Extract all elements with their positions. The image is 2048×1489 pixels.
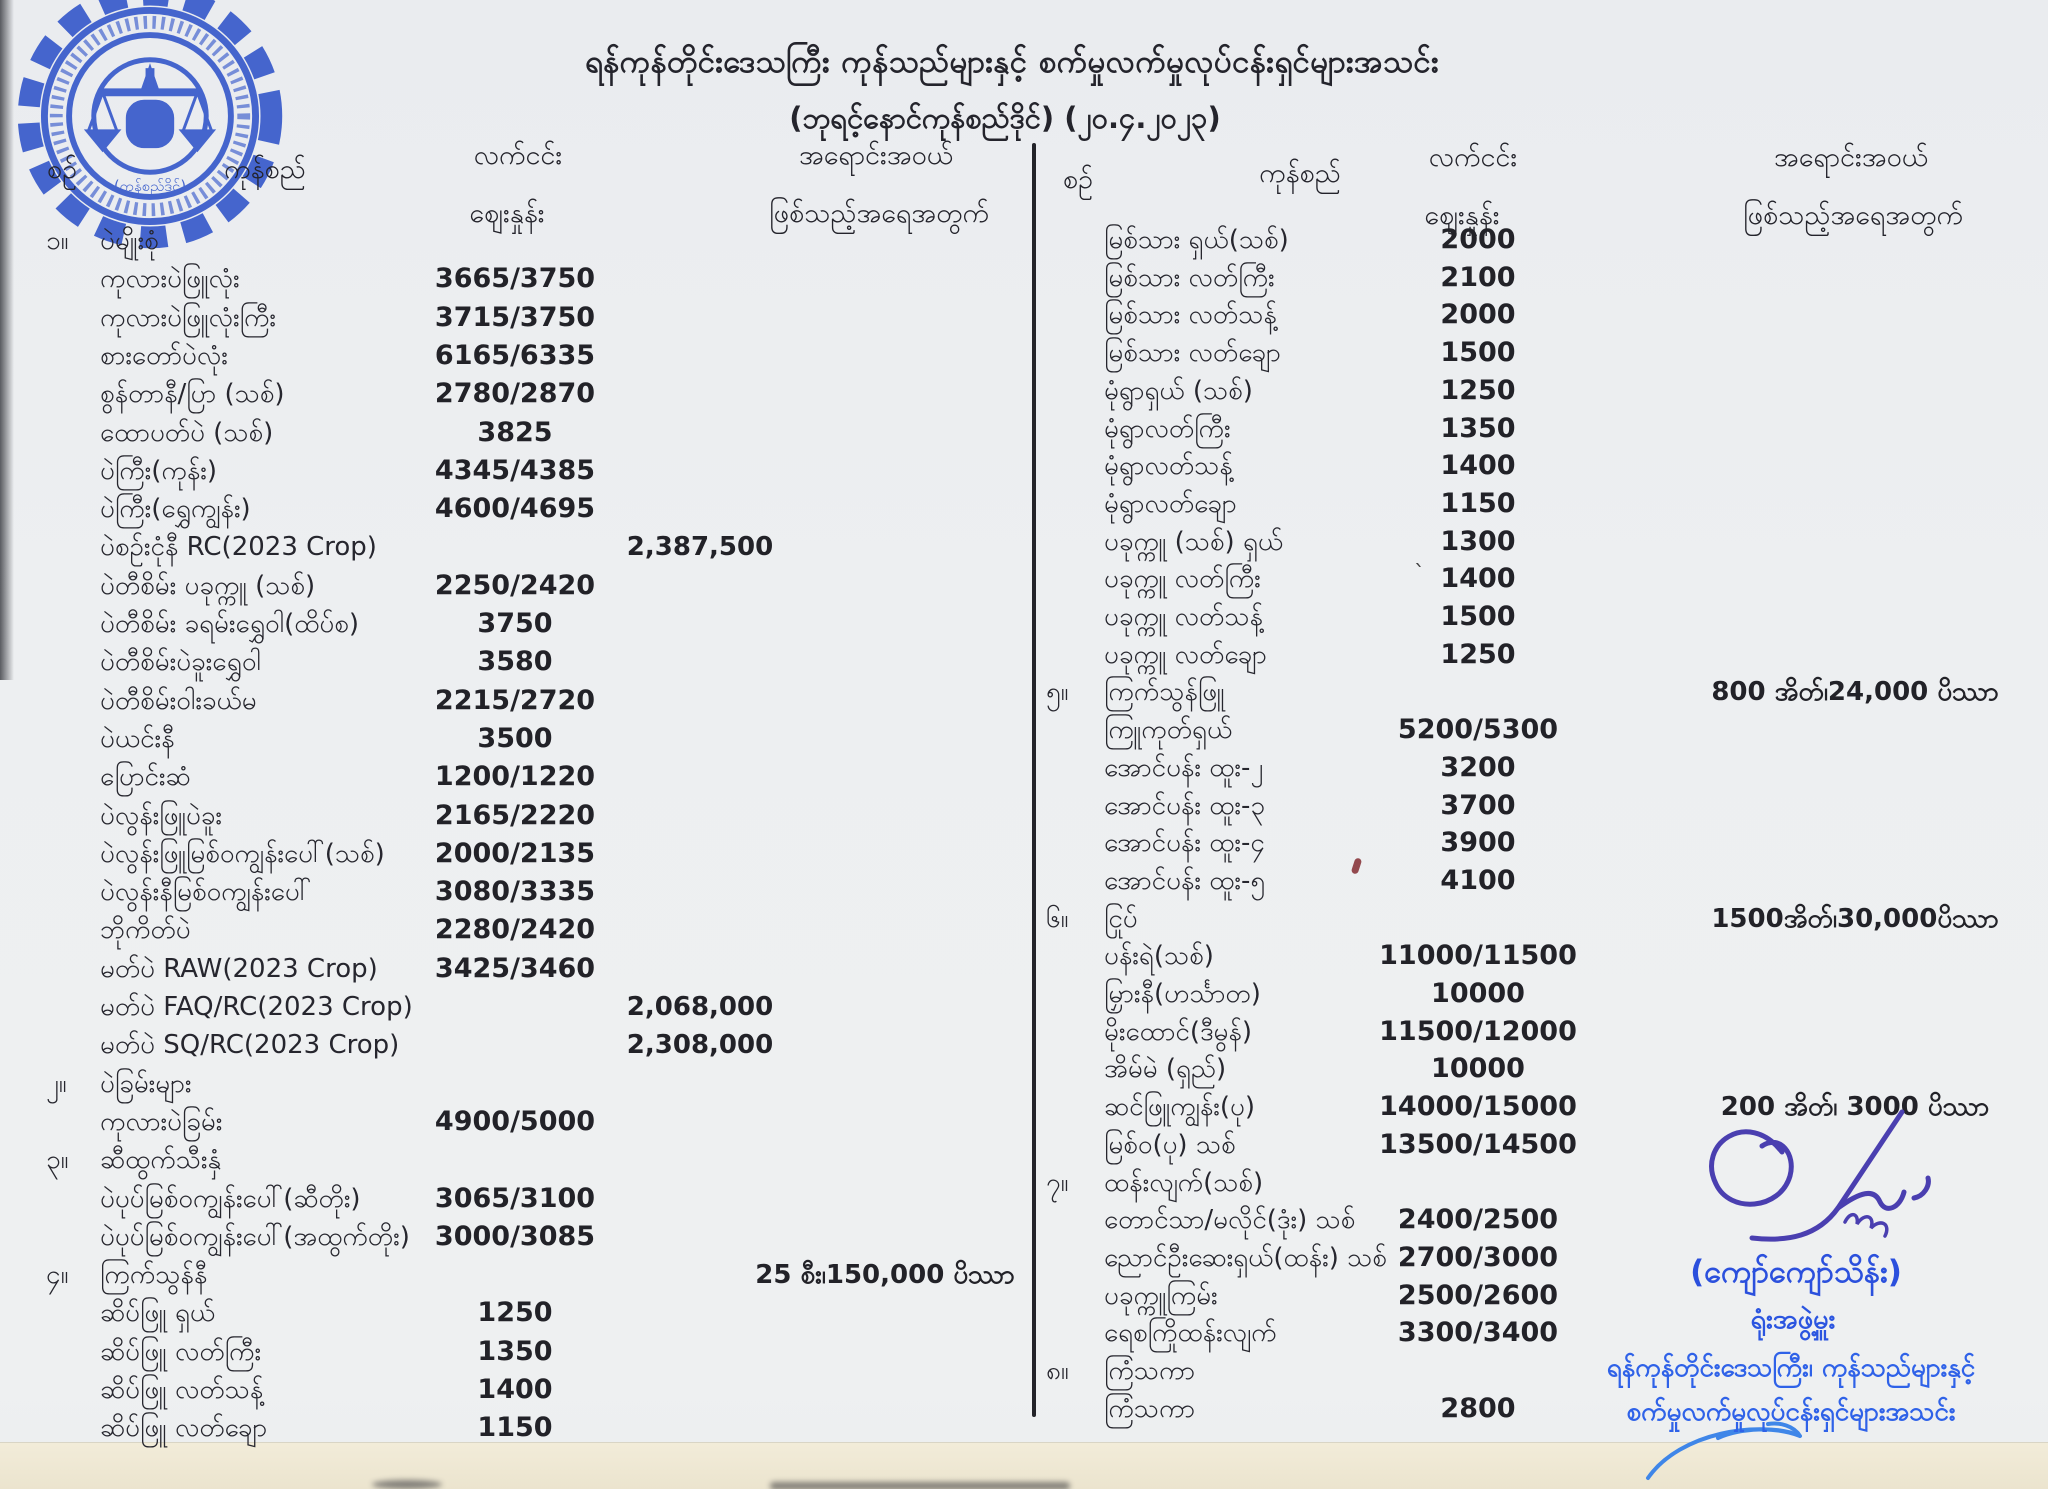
price-value: 3580 [477, 646, 553, 678]
price-value: 2280/2420 [434, 914, 596, 946]
commodity-name: ပဲလွန်းဖြူပဲခူး [100, 800, 223, 831]
left-header-no: စဉ် [46, 154, 78, 185]
price-value: 10000 [1431, 1053, 1525, 1085]
left-header-commodity: ကုန်စည် [224, 154, 306, 185]
commodity-name: ကြံသကာ [1104, 1356, 1196, 1386]
scan-smudge [770, 1482, 1070, 1489]
price-value: 3900 [1440, 827, 1516, 859]
volume-value: 2,308,000 [626, 1030, 774, 1061]
right-header-volume-1: အရောင်းအဝယ် [1773, 142, 1929, 173]
commodity-name: ကြူကုတ်ရှယ် [1104, 715, 1233, 746]
row-section-no: ၈။ [1046, 1356, 1069, 1386]
commodity-name: ပဲမျိုးစုံ [100, 226, 159, 256]
commodity-name: မုံရွာလတ်ချော [1104, 488, 1237, 519]
commodity-name: ပခုက္ကူ လတ်သန့် [1104, 602, 1263, 632]
ink-speck: ` [1414, 562, 1425, 587]
commodity-name: အိမ်မဲ (ရှည်) [1104, 1054, 1227, 1085]
price-value: 4100 [1440, 864, 1516, 896]
commodity-name: ပဲလွန်းနီမြစ်ဝကျွန်းပေါ် [100, 877, 312, 908]
commodity-name: မြစ်သား ရှယ်(သစ်) [1104, 225, 1289, 255]
commodity-name: ကြက်သွန်နီ [100, 1260, 208, 1291]
price-value: 3700 [1440, 789, 1516, 821]
price-value: 2000 [1440, 299, 1516, 331]
commodity-name: မုံရွာလတ်ကြီး [1104, 413, 1231, 444]
left-header-volume-2: ဖြစ်သည့်အရေအတွက် [769, 198, 989, 229]
commodity-name: ပဲတီစိမ်း ပခုက္ကူ (သစ်) [100, 570, 316, 601]
signatory-org-line1: ရန်ကုန်တိုင်းဒေသကြီး၊ ကုန်သည်များနှင့် [1606, 1353, 1976, 1383]
price-value: 13500/14500 [1379, 1128, 1577, 1160]
commodity-name: ဆိပ်ဖြူ လတ်သန့် [100, 1375, 264, 1405]
price-value: 3080/3335 [434, 876, 596, 908]
commodity-name: ပဲတီစိမ်းဝါးခယ်မ [100, 685, 257, 716]
commodity-name: မြစ်သား လတ်သန့် [1104, 300, 1277, 331]
price-value: 11000/11500 [1379, 940, 1577, 972]
price-value: 4345/4385 [434, 454, 596, 486]
commodity-name: ပဲကြီး(ကုန်း) [100, 455, 218, 486]
signatory-org-line2: စက်မှုလက်မှုလုပ်ငန်းရှင်များအသင်း [1626, 1397, 1956, 1427]
commodity-name: မြစ်သား လတ်ကြီး [1104, 262, 1275, 293]
commodity-name: ဆိပ်ဖြူ ရှယ် [100, 1298, 216, 1329]
commodity-name: ပဲတီစိမ်းပဲခူးရွှေဝါ [100, 647, 261, 678]
commodity-name: အောင်ပန်း ထူး-၄ [1104, 828, 1265, 859]
price-value: 6165/6335 [434, 339, 596, 371]
price-value: 1250 [1440, 638, 1516, 670]
price-value: 2700/3000 [1397, 1241, 1559, 1273]
commodity-name: အောင်ပန်း ထူး-၂ [1104, 752, 1264, 783]
right-header-volume-2: ဖြစ်သည့်အရေအတွက် [1743, 200, 1963, 231]
right-header-commodity: ကုန်စည် [1259, 158, 1341, 189]
commodity-name: မြစ်သား လတ်ချော [1104, 338, 1281, 369]
price-value: 3425/3460 [434, 952, 596, 984]
price-value: 1150 [477, 1412, 553, 1444]
row-section-no: ၄။ [46, 1260, 69, 1291]
price-value: 3665/3750 [434, 263, 596, 295]
commodity-name: ထောပတ်ပဲ (သစ်) [100, 417, 274, 448]
commodity-name: ကုလားပဲခြမ်း [100, 1106, 223, 1137]
row-section-no: ၂။ [46, 1068, 67, 1099]
price-value: 2165/2220 [434, 799, 596, 831]
price-value: 3000/3085 [434, 1220, 596, 1252]
commodity-name: ပခုက္ကူကြမ်း [1104, 1280, 1218, 1311]
commodity-name: ပဲလွန်းဖြူမြစ်ဝကျွန်းပေါ်(သစ်) [100, 838, 385, 869]
volume-value: 25 စီး၊150,000 ပိဿာ [755, 1260, 1015, 1291]
scan-smudge [372, 1480, 442, 1489]
left-header-price-1: လက်ငင်း [473, 140, 563, 171]
volume-value: 2,387,500 [626, 532, 774, 563]
commodity-name: ဆိပ်ဖြူ လတ်ကြီး [100, 1336, 262, 1367]
commodity-name: ပခုက္ကူ လတ်ကြီး [1104, 564, 1261, 595]
commodity-name: ပဲပုပ်မြစ်ဝကျွန်းပေါ်(ဆီတိုး) [100, 1183, 361, 1214]
commodity-name: ဘိုကိတ်ပဲ [100, 915, 191, 946]
price-value: 1250 [1440, 374, 1516, 406]
commodity-name: ပဲပုပ်မြစ်ဝကျွန်းပေါ်(အထွက်တိုး) [100, 1221, 410, 1252]
row-section-no: ၁။ [46, 226, 69, 256]
commodity-name: မြစ်ဝ(ပု) သစ် [1104, 1129, 1236, 1160]
price-value: 14000/15000 [1379, 1091, 1577, 1123]
commodity-name: ပခုက္ကူ (သစ်) ရှယ် [1104, 526, 1284, 557]
price-value: 1400 [1440, 563, 1516, 595]
seal-inner-text: (ကုန်စည်ဒိုင်) [113, 177, 187, 195]
commodity-name: မိုးထောင်(ဒီမွန်) [1104, 1016, 1252, 1047]
commodity-name: ထန်းလျက်(သစ်) [1104, 1167, 1264, 1198]
commodity-name: မြှားနီ(ဟင်္သာတ) [1104, 979, 1261, 1009]
price-value: 1400 [477, 1374, 553, 1405]
signatory-role: ရုံးအဖွဲ့မှူး [1750, 1304, 1836, 1335]
commodity-name: ပဲစဉ်းငုံနီ RC(2023 Crop) [100, 532, 377, 563]
volume-value: 1500အိတ်၊30,000ပိဿာ [1711, 903, 1999, 934]
price-value: 2400/2500 [1397, 1204, 1559, 1236]
commodity-name: စွန်တာနီ/ပြာ (သစ်) [100, 379, 285, 410]
commodity-name: စားတော်ပဲလုံး [100, 340, 228, 371]
balance-scale-icon [85, 65, 215, 152]
price-value: 5200/5300 [1397, 714, 1559, 746]
commodity-name: ပဲတီစိမ်း ခရမ်းရွှေဝါ(ထိပ်စ) [100, 609, 360, 639]
price-value: 2215/2720 [434, 684, 596, 716]
commodity-name: မုံရွာလတ်သန့် [1104, 451, 1233, 482]
price-value: 2000 [1440, 224, 1516, 255]
price-value: 1300 [1440, 525, 1516, 557]
price-value: 2250/2420 [434, 569, 596, 601]
price-value: 1150 [1440, 487, 1516, 519]
price-value: 3750 [477, 608, 553, 639]
commodity-name: ပဲကြီး(ရွှေကျွန်း) [100, 494, 251, 525]
price-value: 11500/12000 [1379, 1015, 1577, 1047]
price-value: 3825 [477, 416, 553, 448]
table-divider [1032, 143, 1036, 1417]
commodity-name: ဆင်ဖြူကျွန်း(ပု) [1104, 1092, 1255, 1123]
price-value: 3715/3750 [434, 301, 596, 333]
left-header-price-2: ဈေးနှုန်း [469, 198, 545, 229]
page-subtitle: (ဘုရင့်နောင်ကုန်စည်ဒိုင်) (၂၀.၄.၂၀၂၃) [789, 101, 1221, 135]
price-value: 1350 [477, 1335, 553, 1367]
right-header-price-1: လက်ငင်း [1428, 142, 1518, 173]
price-value: 1350 [1440, 412, 1516, 444]
price-value: 4600/4695 [434, 493, 596, 525]
commodity-name: ညောင်ဦးဆေးရှယ်(ထန်း) သစ် [1104, 1242, 1387, 1273]
commodity-name: ဆိပ်ဖြူ လတ်ချော [100, 1413, 268, 1444]
commodity-name: အောင်ပန်း ထူး-၃ [1104, 790, 1265, 821]
price-value: 2100 [1440, 261, 1516, 293]
row-section-no: ၆။ [1046, 903, 1069, 934]
left-header-volume-1: အရောင်းအဝယ် [798, 140, 954, 171]
commodity-name: ကြက်သွန်ဖြူ [1104, 677, 1225, 708]
commodity-name: အောင်ပန်း ထူး-၅ [1104, 865, 1265, 896]
volume-value: 2,068,000 [626, 992, 774, 1022]
commodity-name: မတ်ပဲ RAW(2023 Crop) [100, 953, 378, 984]
commodity-name: ငြုပ် [1104, 903, 1138, 934]
price-value: 3300/3400 [1397, 1317, 1559, 1349]
row-section-no: ၅။ [1046, 677, 1069, 708]
commodity-name: ကြံသကာ [1104, 1393, 1196, 1424]
price-value: 2800 [1440, 1392, 1516, 1424]
row-section-no: ၇။ [1046, 1167, 1069, 1198]
price-value: 3065/3100 [434, 1182, 596, 1214]
price-value: 1200/1220 [434, 761, 596, 793]
price-value: 2780/2870 [434, 378, 596, 410]
page-title: ရန်ကုန်တိုင်းဒေသကြီး ကုန်သည်များနှင့် စက်မှုလက်မှုလုပ်ငန်းရှင်များအသင်း [584, 44, 1440, 80]
price-value: 1500 [1440, 601, 1516, 632]
price-value: 1400 [1440, 450, 1516, 482]
commodity-name: ပခုက္ကူ လတ်ချော [1104, 639, 1267, 670]
commodity-name: ရေစကြိုထန်းလျက် [1104, 1318, 1277, 1349]
commodity-name: တောင်သာ/မလိုင်(ဒုံး) သစ် [1104, 1205, 1356, 1236]
commodity-name: ဆီထွက်သီးနှံ [100, 1145, 221, 1176]
price-value: 4900/5000 [434, 1105, 596, 1137]
price-value: 2000/2135 [434, 837, 596, 869]
row-section-no: ၃။ [46, 1145, 69, 1176]
volume-value: 800 အိတ်၊24,000 ပိဿာ [1711, 677, 1999, 708]
price-value: 1250 [477, 1297, 553, 1329]
volume-value: 200 အိတ်၊ 3000 ပိဿာ [1720, 1092, 1990, 1123]
right-header-no: စဉ် [1062, 164, 1094, 195]
commodity-name: ကုလားပဲဖြူလုံး [100, 264, 240, 295]
commodity-name: မတ်ပဲ SQ/RC(2023 Crop) [100, 1030, 400, 1061]
price-value: 3500 [477, 722, 553, 754]
commodity-name: ပဲခြမ်းများ [100, 1068, 192, 1099]
price-value: 1500 [1440, 337, 1516, 369]
price-value: 2500/2600 [1397, 1279, 1559, 1311]
commodity-name: ပြောင်းဆံ [100, 762, 191, 793]
price-value: 3200 [1440, 751, 1516, 783]
price-value: 10000 [1431, 978, 1525, 1009]
commodity-name: မုံရွာရှယ် (သစ်) [1104, 375, 1253, 406]
commodity-name: မတ်ပဲ FAQ/RC(2023 Crop) [100, 992, 413, 1022]
commodity-name: ပန်းရဲ(သစ်) [1104, 941, 1214, 972]
signatory-name: (ကျော်ကျော်သိန်း) [1690, 1254, 1902, 1290]
commodity-name: ပဲယင်းနီ [100, 723, 175, 754]
right-header-price-2: ဈေးနှုန်း [1424, 200, 1500, 231]
commodity-name: ကုလားပဲဖြူလုံးကြီး [100, 302, 277, 333]
